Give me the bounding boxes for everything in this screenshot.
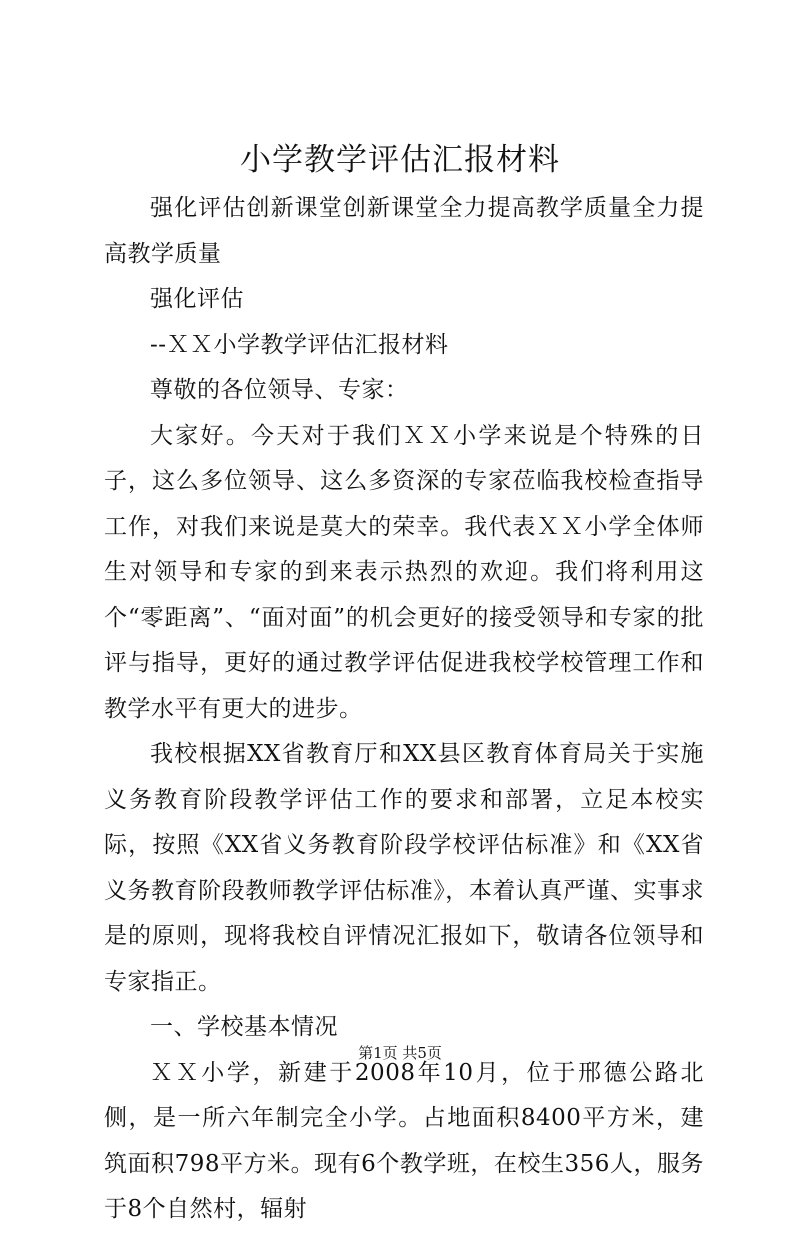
paragraph-subtitle: 强化评估创新课堂创新课堂全力提高教学质量全力提高教学质量 [104, 195, 704, 267]
paragraph-school-info: ＸＸ小学，新建于2008年10月，位于邢德公路北侧，是一所六年制完全小学。占地面积8400平方米，建筑面积798平方米。现有6个教学班，在校生356人，服务于8个自然村，辐射 [104, 1059, 704, 1222]
paragraph-salutation: 尊敬的各位领导、专家： [150, 377, 409, 403]
page-footer: 第1页 共5页 [358, 1044, 442, 1062]
section-heading-basic-info: 一、学校基本情况 [150, 1014, 338, 1040]
paragraph-welcome: 大家好。今天对于我们ＸＸ小学来说是个特殊的日子，这么多位领导、这么多资深的专家莅临我校检查指导工作，对我们来说是莫大的荣幸。我代表ＸＸ小学全体师生对领导和专家的到来表示热烈的欢迎。我们将利用这个“零距离”、“面对面”的机会更好的接受领导和专家的批评与指导，更好的通过教学评估促进我校学校管理工作和教学水平有更大的进步。 [104, 422, 704, 722]
document-title: 小学教学评估汇报材料 [240, 142, 560, 178]
document-body [104, 186, 704, 1233]
paragraph-heading-short: 强化评估 [150, 286, 244, 312]
paragraph-report-name: --ＸＸ小学教学评估汇报材料 [150, 331, 449, 358]
paragraph-basis: 我校根据XX省教育厅和XX县区教育体育局关于实施义务教育阶段教学评估工作的要求和部署，立足本校实际，按照《XX省义务教育阶段学校评估标准》和《XX省义务教育阶段教师教学评估标准》，本着认真严谨、实事求是的原则，现将我校自评情况汇报如下，敬请各位领导和专家指正。 [104, 741, 704, 995]
